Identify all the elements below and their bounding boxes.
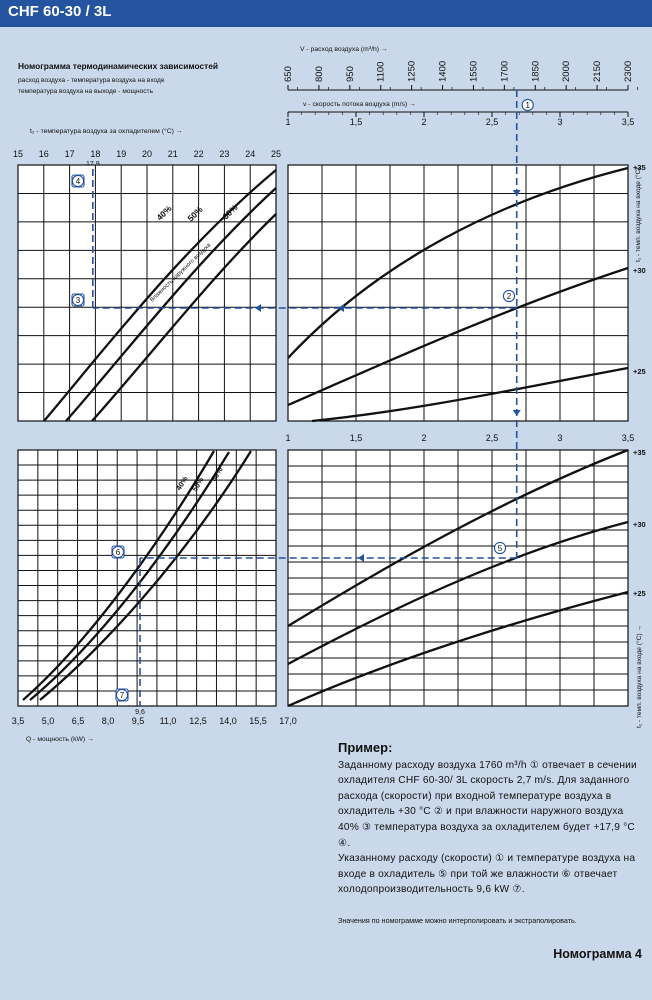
example-block bbox=[338, 740, 638, 898]
t1-axis-label-upper: t₁ - темп. воздуха на входе (°C) bbox=[635, 167, 642, 262]
q-tick-label-0: 3,5 bbox=[11, 716, 25, 726]
humidity-50-upper: 50% bbox=[185, 204, 205, 224]
flow-tick-label-5: 1400 bbox=[437, 60, 449, 82]
step-3-marker-label: 3 bbox=[75, 296, 81, 305]
flow-tick-label-6: 1550 bbox=[468, 60, 480, 82]
step-7-marker-label: 7 bbox=[119, 691, 125, 700]
q-tick-label-3: 8,0 bbox=[101, 716, 115, 726]
humidity-60-upper: 60% bbox=[220, 202, 240, 222]
t2-tick-label-8: 23 bbox=[219, 149, 230, 159]
nomogram-number: Номограмма 4 bbox=[553, 947, 642, 961]
flow-tick-label-1: 800 bbox=[313, 66, 325, 82]
step-1-marker-label: 1 bbox=[525, 101, 530, 110]
q-tick-label-5: 11,0 bbox=[159, 716, 177, 726]
velocity-tick-label-5: 3,5 bbox=[621, 117, 635, 127]
velocity-tick-label-1: 1,5 bbox=[349, 117, 363, 127]
q-tick-label-2: 6,5 bbox=[71, 716, 85, 726]
velocity-axis-top bbox=[285, 101, 634, 127]
nomogram-subtitle-2: температура воздуха на выходе - мощность bbox=[18, 88, 154, 95]
t2-tick-label-3: 18 bbox=[90, 149, 101, 159]
step-2-marker-label: 2 bbox=[506, 292, 512, 301]
q-tick-label-8: 15,5 bbox=[249, 716, 267, 726]
flow-tick-label-10: 2150 bbox=[592, 60, 604, 82]
t2-tick-label-0: 15 bbox=[12, 149, 24, 159]
velocity-tick-label-0: 1 bbox=[285, 117, 291, 127]
t2-tick-label-6: 21 bbox=[167, 149, 178, 159]
t1-upper-tick-label-0: +35 bbox=[633, 163, 646, 172]
q-tick-label-7: 14,0 bbox=[219, 716, 237, 726]
velocity2-tick-label-0: 1 bbox=[285, 433, 291, 443]
flow-axis bbox=[283, 46, 638, 90]
q-tick-label-6: 12,5 bbox=[189, 716, 207, 726]
flow-tick-label-4: 1250 bbox=[406, 60, 418, 82]
t1-axis-label-lower: t₁ - темп. воздуха на входе (°C) → bbox=[636, 624, 643, 728]
q-marker-label: 9,6 bbox=[135, 709, 145, 716]
t2-tick-label-9: 24 bbox=[245, 149, 256, 159]
humidity-label-text: Влажность наружного воздуха bbox=[149, 242, 213, 304]
step-5-marker-label: 5 bbox=[497, 544, 503, 553]
flow-tick-label-2: 950 bbox=[344, 66, 356, 82]
humidity-60-lower: 60% bbox=[209, 465, 225, 484]
humidity-40-upper: 40% bbox=[154, 203, 174, 223]
panel-bottom-right bbox=[288, 450, 628, 706]
flow-axis-label: V - расход воздуха (m³/h) → bbox=[300, 46, 388, 53]
flow-tick-label-9: 2000 bbox=[561, 60, 573, 82]
q-tick-label-9: 17,0 bbox=[279, 716, 297, 726]
step-6-marker-label: 6 bbox=[115, 548, 121, 557]
page-title: CHF 60-30 / 3L bbox=[8, 3, 112, 20]
t2-tick-label-5: 20 bbox=[141, 149, 153, 159]
velocity2-tick-label-4: 3 bbox=[557, 433, 563, 443]
flow-tick-label-8: 1850 bbox=[530, 60, 542, 82]
q-axis-label: Q - мощность (kW) → bbox=[26, 736, 94, 743]
t1-upper-tick-label-2: +25 bbox=[633, 367, 646, 376]
velocity-axis-middle bbox=[285, 433, 634, 443]
flow-tick-label-11: 2300 bbox=[623, 60, 634, 82]
panel-top-left bbox=[18, 165, 276, 421]
step-4-marker-label: 4 bbox=[75, 177, 81, 186]
t1-upper-tick-label-1: +30 bbox=[633, 266, 646, 275]
humidity-40-lower: 40% bbox=[174, 474, 190, 493]
velocity2-tick-label-1: 1,5 bbox=[349, 433, 363, 443]
velocity2-tick-label-3: 2,5 bbox=[485, 433, 499, 443]
nomogram-subtitle-1: расход воздуха - температура воздуха на входе bbox=[18, 77, 165, 84]
q-axis bbox=[12, 709, 297, 726]
t2-axis-label: t₂ - температура воздуха за охладителем (°C) → bbox=[30, 128, 183, 135]
humidity-50-lower: 50% bbox=[190, 475, 206, 494]
example-title: Пример: bbox=[338, 740, 393, 755]
velocity-axis-label: v - скорость потока воздуха (m/s) → bbox=[303, 101, 416, 108]
nomogram-title: Номограмма термодинамических зависимостей bbox=[18, 61, 219, 71]
flow-tick-label-7: 1700 bbox=[499, 60, 511, 82]
velocity-tick-label-2: 2 bbox=[421, 117, 427, 127]
t2-tick-label-1: 16 bbox=[38, 149, 49, 159]
t1-lower-tick-label-1: +30 bbox=[633, 520, 646, 529]
q-tick-label-4: 9,5 bbox=[131, 716, 145, 726]
panel-bottom-left bbox=[18, 450, 276, 706]
flow-tick-label-0: 650 bbox=[283, 66, 294, 82]
t2-tick-label-7: 22 bbox=[193, 149, 204, 159]
example-text: Заданному расходу воздуха 1760 m³/h ① отвечает в сечении охладителя CHF 60-30/ 3L скорость 2,7 m/s. Для заданного расхода (скорости) при входной температуре воздуха в охладитель +30 °C ② и при влажности наружного воздуха 40% ③ температура воздуха за охладителем будет +17,9 °C ④. Указанному расходу (скорости) ① и температуре воздуха на входе в охладитель ⑤ при той же влажности ⑥ отвечает холодопроизводительность 9,6 kW ⑦. bbox=[338, 759, 637, 896]
velocity2-tick-label-5: 3,5 bbox=[621, 433, 635, 443]
interpolation-note: Значения по номограмме можно интерполировать и экстраполировать. bbox=[338, 916, 577, 925]
flow-tick-label-3: 1100 bbox=[375, 61, 387, 82]
velocity2-tick-label-2: 2 bbox=[421, 433, 427, 443]
t2-tick-label-2: 17 bbox=[64, 149, 75, 159]
t2-tick-label-10: 25 bbox=[270, 149, 282, 159]
q-tick-label-1: 5,0 bbox=[41, 716, 55, 726]
t1-lower-tick-label-2: +25 bbox=[633, 589, 646, 598]
velocity-tick-label-4: 3 bbox=[557, 117, 563, 127]
t2-tick-label-4: 19 bbox=[116, 149, 127, 159]
velocity-tick-label-3: 2,5 bbox=[485, 117, 499, 127]
panel-top-right bbox=[288, 165, 628, 421]
t1-lower-tick-label-0: +35 bbox=[633, 448, 646, 457]
